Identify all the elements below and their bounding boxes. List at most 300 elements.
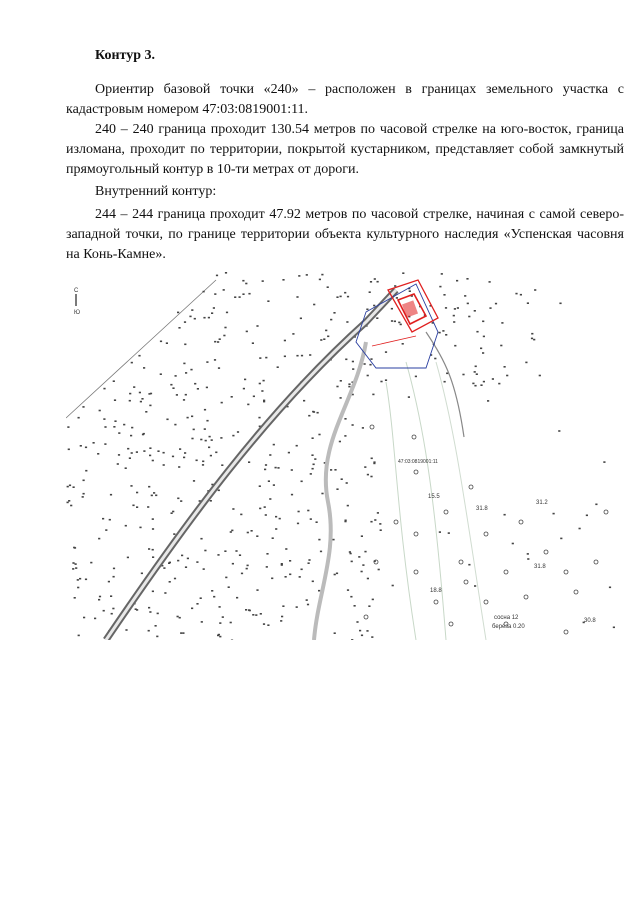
shrub-mark xyxy=(380,381,382,383)
shrub-mark xyxy=(264,506,266,508)
shrub-mark xyxy=(487,400,489,402)
shrub-mark xyxy=(371,458,373,460)
shrub-mark xyxy=(149,447,151,449)
shrub-mark xyxy=(489,281,491,283)
shrub-mark xyxy=(253,396,255,398)
shrub-mark xyxy=(225,272,227,274)
shrub-mark xyxy=(370,521,372,523)
shrub-mark xyxy=(194,383,196,385)
shrub-mark xyxy=(221,402,223,404)
shrub-mark xyxy=(333,312,335,314)
relief-line xyxy=(386,382,416,640)
shrub-mark xyxy=(125,629,127,631)
shrub-mark xyxy=(269,454,271,456)
shrub-mark xyxy=(284,356,286,358)
shrub-mark xyxy=(214,359,216,361)
shrub-mark xyxy=(104,443,106,445)
shrub-mark xyxy=(313,304,315,306)
shrub-mark xyxy=(385,351,387,353)
shrub-mark xyxy=(415,376,417,378)
shrub-mark xyxy=(309,354,311,356)
shrub-mark xyxy=(396,297,398,299)
shrub-mark xyxy=(558,430,560,432)
shrub-mark xyxy=(262,280,264,282)
shrub-mark xyxy=(185,372,187,374)
shrub-mark xyxy=(373,461,375,463)
shrub-mark xyxy=(112,608,114,610)
shrub-mark xyxy=(474,585,476,587)
shrub-mark xyxy=(307,510,309,512)
shrub-mark xyxy=(579,528,581,530)
shrub-mark xyxy=(367,375,369,377)
road xyxy=(106,290,396,640)
shrub-mark xyxy=(285,548,287,550)
shrub-mark xyxy=(308,562,310,564)
shrub-mark xyxy=(339,441,341,443)
shrub-mark xyxy=(180,500,182,502)
shrub-mark xyxy=(206,387,208,389)
shrub-mark xyxy=(323,338,325,340)
shrub-mark xyxy=(284,340,286,342)
shrub-mark xyxy=(251,530,253,532)
shrub-mark xyxy=(179,448,181,450)
shrub-mark xyxy=(236,597,238,599)
shrub-mark xyxy=(69,485,71,487)
height-mark: 31.8 xyxy=(534,564,546,570)
shrub-mark xyxy=(172,511,174,513)
shrub-mark xyxy=(163,464,165,466)
shrub-mark xyxy=(157,450,159,452)
shrub-mark xyxy=(77,579,79,581)
shrub-mark xyxy=(277,366,279,368)
shrub-mark xyxy=(474,310,476,312)
shrub-mark xyxy=(313,411,315,413)
shrub-mark xyxy=(281,564,283,566)
shrub-mark xyxy=(318,539,320,541)
shrub-mark xyxy=(307,604,309,606)
shrub-mark xyxy=(140,401,142,403)
shrub-mark xyxy=(118,432,120,434)
shrub-mark xyxy=(163,567,165,569)
shrub-mark xyxy=(613,627,615,629)
shrub-mark xyxy=(67,426,69,428)
shrub-mark xyxy=(347,505,349,507)
shrub-mark xyxy=(70,505,72,507)
shrub-mark xyxy=(265,514,267,516)
shrub-mark xyxy=(177,312,179,314)
shrub-mark xyxy=(289,574,291,576)
shrub-mark xyxy=(501,322,503,324)
shrub-mark xyxy=(259,485,261,487)
shrub-mark xyxy=(362,427,364,429)
shrub-mark xyxy=(316,521,318,523)
shrub-mark xyxy=(204,550,206,552)
shrub-mark xyxy=(341,478,343,480)
shrub-mark xyxy=(310,518,312,520)
shrub-mark xyxy=(273,484,275,486)
shrub-mark xyxy=(258,417,260,419)
shrub-mark xyxy=(240,514,242,516)
shrub-mark xyxy=(68,500,70,502)
shrub-mark xyxy=(301,569,303,571)
shrub-mark xyxy=(539,375,541,377)
track xyxy=(426,332,464,437)
shrub-mark xyxy=(340,397,342,399)
shrub-mark xyxy=(400,324,402,326)
shrub-mark xyxy=(189,316,191,318)
shrub-mark xyxy=(314,458,316,460)
shrub-mark xyxy=(196,460,198,462)
shrub-mark xyxy=(153,492,155,494)
shrub-mark xyxy=(483,381,485,383)
shrub-mark xyxy=(242,280,244,282)
shrub-mark xyxy=(97,453,99,455)
shrub-mark xyxy=(354,605,356,607)
shrub-mark xyxy=(143,450,145,452)
shrub-mark xyxy=(265,357,267,359)
shrub-mark xyxy=(527,558,529,560)
shrub-mark xyxy=(609,587,611,589)
shrub-mark xyxy=(151,495,153,497)
height-mark: 31.8 xyxy=(476,506,488,512)
shrub-mark xyxy=(127,557,129,559)
shrub-mark xyxy=(380,529,382,531)
shrub-mark xyxy=(349,551,351,553)
shrub-mark xyxy=(374,278,376,280)
shrub-mark xyxy=(177,560,179,562)
shrub-mark xyxy=(372,599,374,601)
shrub-mark xyxy=(191,438,193,440)
shrub-mark xyxy=(193,429,195,431)
shrub-mark xyxy=(394,285,396,287)
shrub-mark xyxy=(141,398,143,400)
shrub-mark xyxy=(111,613,113,615)
shrub-mark xyxy=(259,357,261,359)
shrub-mark xyxy=(370,476,372,478)
parcel-boundary xyxy=(356,284,438,368)
shrub-mark xyxy=(482,352,484,354)
shrub-mark xyxy=(334,632,336,634)
shrub-mark xyxy=(203,317,205,319)
shrub-mark xyxy=(160,373,162,375)
shrub-mark xyxy=(264,469,266,471)
shrub-mark xyxy=(163,452,165,454)
shrub-mark xyxy=(308,415,310,417)
shrub-mark xyxy=(102,518,104,520)
shrub-mark xyxy=(79,578,81,580)
shrub-mark xyxy=(468,564,470,566)
shrub-mark xyxy=(155,625,157,627)
shrub-mark xyxy=(239,296,241,298)
shrub-mark xyxy=(78,417,80,419)
shrub-mark xyxy=(138,355,140,357)
shrub-mark xyxy=(352,424,354,426)
shrub-mark xyxy=(373,305,375,307)
shrub-mark xyxy=(527,553,529,555)
shrub-mark xyxy=(183,363,185,365)
shrub-mark xyxy=(439,286,441,288)
shrub-mark xyxy=(512,543,514,545)
shrub-mark xyxy=(291,494,293,496)
shrub-mark xyxy=(67,486,69,488)
shrub-mark xyxy=(347,296,349,298)
shrub-mark xyxy=(178,327,180,329)
shrub-mark xyxy=(402,343,404,345)
shrub-mark xyxy=(217,341,219,343)
shrub-mark xyxy=(129,393,131,395)
shrub-mark xyxy=(296,606,298,608)
shrub-mark xyxy=(197,388,199,390)
shrub-mark xyxy=(340,296,342,298)
shrub-mark xyxy=(364,551,366,553)
shrub-mark xyxy=(603,461,605,463)
shrub-mark xyxy=(203,291,205,293)
shrub-mark xyxy=(211,312,213,314)
shrub-mark xyxy=(318,434,320,436)
shrub-mark xyxy=(275,528,277,530)
shrub-mark xyxy=(370,358,372,360)
shrub-mark xyxy=(327,286,329,288)
shrub-mark xyxy=(372,394,374,396)
shrub-mark xyxy=(533,339,535,341)
shrub-mark xyxy=(105,529,107,531)
shrub-mark xyxy=(515,293,517,295)
shrub-mark xyxy=(282,279,284,281)
shrub-mark xyxy=(474,385,476,387)
shrub-mark xyxy=(93,442,95,444)
shrub-mark xyxy=(130,485,132,487)
height-mark: 18.8 xyxy=(430,588,442,594)
shrub-mark xyxy=(439,332,441,334)
shrub-mark xyxy=(312,468,314,470)
shrub-mark xyxy=(409,290,411,292)
shrub-mark xyxy=(332,539,334,541)
shrub-mark xyxy=(152,460,154,462)
shrub-mark xyxy=(242,293,244,295)
shrub-mark xyxy=(113,380,115,382)
shrub-mark xyxy=(249,610,251,612)
shrub-mark xyxy=(149,455,151,457)
shrub-mark xyxy=(394,321,396,323)
shrub-mark xyxy=(300,318,302,320)
shrub-mark xyxy=(117,463,119,465)
shrub-mark xyxy=(330,319,332,321)
shrub-mark xyxy=(344,435,346,437)
shrub-mark xyxy=(340,380,342,382)
shrub-mark xyxy=(317,412,319,414)
shrub-mark xyxy=(489,307,491,309)
shrub-mark xyxy=(366,309,368,311)
shrub-mark xyxy=(114,420,116,422)
shrub-mark xyxy=(129,457,131,459)
shrub-mark xyxy=(367,578,369,580)
shrub-mark xyxy=(78,635,80,637)
shrub-mark xyxy=(182,632,184,634)
shrub-mark xyxy=(152,518,154,520)
shrub-mark xyxy=(77,587,79,589)
shrub-mark xyxy=(255,614,257,616)
shrub-mark xyxy=(185,566,187,568)
shrub-mark xyxy=(149,611,151,613)
shrub-mark xyxy=(321,274,323,276)
shrub-mark xyxy=(377,512,379,514)
shrub-mark xyxy=(225,577,227,579)
shrub-mark xyxy=(265,464,267,466)
shrub-mark xyxy=(472,383,474,385)
shrub-mark xyxy=(219,636,221,638)
shrub-mark xyxy=(98,599,100,601)
shrub-mark xyxy=(160,341,162,343)
shrub-mark xyxy=(196,561,198,563)
shrub-mark xyxy=(467,303,469,305)
shrub-mark xyxy=(215,452,217,454)
shrub-mark xyxy=(148,630,150,632)
shrub-mark xyxy=(462,374,464,376)
shrub-mark xyxy=(216,275,218,277)
shrub-area xyxy=(67,272,616,640)
shrub-mark xyxy=(271,578,273,580)
shrub-mark xyxy=(369,291,371,293)
shrub-mark xyxy=(103,388,105,390)
shrub-mark xyxy=(191,309,193,311)
shrub-mark xyxy=(306,274,308,276)
shrub-mark xyxy=(148,548,150,550)
shrub-mark xyxy=(113,568,115,570)
shrub-mark xyxy=(200,597,202,599)
shrub-mark xyxy=(296,355,298,357)
shrub-mark xyxy=(239,554,241,556)
shrub-mark xyxy=(113,426,115,428)
shrub-mark xyxy=(350,596,352,598)
shrub-mark xyxy=(259,508,261,510)
shrub-mark xyxy=(131,427,133,429)
shrub-mark xyxy=(143,367,145,369)
shrub-mark xyxy=(80,445,82,447)
height-mark: 15.5 xyxy=(428,494,440,500)
shrub-mark xyxy=(263,623,265,625)
shrub-mark xyxy=(356,621,358,623)
shrub-mark xyxy=(67,502,69,504)
shrub-mark xyxy=(291,469,293,471)
shrub-mark xyxy=(72,562,74,564)
shrub-mark xyxy=(85,447,87,449)
shrub-mark xyxy=(191,608,193,610)
shrub-mark xyxy=(175,375,177,377)
shrub-mark xyxy=(453,315,455,317)
shrub-mark xyxy=(136,492,138,494)
shrub-mark xyxy=(232,508,234,510)
shrub-mark xyxy=(176,394,178,396)
shrub-mark xyxy=(298,275,300,277)
shrub-mark xyxy=(113,576,115,578)
shrub-mark xyxy=(118,454,120,456)
shrub-mark xyxy=(336,386,338,388)
boundary-line xyxy=(66,280,216,418)
shrub-mark xyxy=(344,418,346,420)
shrub-mark xyxy=(209,436,211,438)
shrub-mark xyxy=(456,280,458,282)
shrub-mark xyxy=(282,605,284,607)
shrub-mark xyxy=(174,578,176,580)
shrub-mark xyxy=(275,516,277,518)
shrub-mark xyxy=(267,300,269,302)
shrub-mark xyxy=(133,386,135,388)
shrub-mark xyxy=(325,330,327,332)
shrub-mark xyxy=(285,576,287,578)
shrub-mark xyxy=(183,399,185,401)
shrub-mark xyxy=(200,538,202,540)
shrub-mark xyxy=(259,383,261,385)
shrub-mark xyxy=(177,498,179,500)
shrub-mark xyxy=(214,293,216,295)
shrub-mark xyxy=(358,556,360,558)
shrub-mark xyxy=(527,302,529,304)
tree-mark: сосна 12 xyxy=(494,615,519,621)
shrub-mark xyxy=(336,296,338,298)
shrub-mark xyxy=(391,308,393,310)
shrub-mark xyxy=(178,466,180,468)
shrub-mark xyxy=(211,590,213,592)
shrub-mark xyxy=(184,344,186,346)
shrub-mark xyxy=(266,553,268,555)
shrub-mark xyxy=(269,498,271,500)
shrub-mark xyxy=(168,562,170,564)
shrub-mark xyxy=(246,331,248,333)
shrub-mark xyxy=(379,523,381,525)
shrub-mark xyxy=(136,506,138,508)
shrub-mark xyxy=(559,303,561,305)
base-point-paragraph: Ориентир базовой точки «240» – расположен в границах земельного участка с кадастровым номером 47:03:0819001:11. xyxy=(66,82,624,117)
shrub-mark xyxy=(180,632,182,634)
shrub-mark xyxy=(226,312,228,314)
shrub-mark xyxy=(99,410,101,412)
shrub-mark xyxy=(247,404,249,406)
shrub-mark xyxy=(82,496,84,498)
shrub-mark xyxy=(504,366,506,368)
shrub-mark xyxy=(303,400,305,402)
dimension-line xyxy=(372,336,416,346)
shrub-mark xyxy=(221,464,223,466)
shrub-mark xyxy=(319,279,321,281)
shrub-mark xyxy=(595,504,597,506)
shrub-mark xyxy=(586,515,588,517)
shrub-mark xyxy=(248,461,250,463)
shrub-mark xyxy=(135,608,137,610)
chapel-building xyxy=(402,300,418,317)
shrub-mark xyxy=(208,447,210,449)
shrub-mark xyxy=(218,367,220,369)
shrub-mark xyxy=(171,512,173,514)
shrub-mark xyxy=(252,614,254,616)
shrub-mark xyxy=(454,308,456,310)
shrub-mark xyxy=(179,617,181,619)
shrub-mark xyxy=(152,549,154,551)
relief-line xyxy=(436,362,486,640)
shrub-mark xyxy=(364,466,366,468)
shrub-mark xyxy=(256,589,258,591)
shrub-mark xyxy=(230,622,232,624)
shrub-mark xyxy=(306,599,308,601)
shrub-mark xyxy=(183,457,185,459)
shrub-mark xyxy=(218,490,220,492)
shrub-mark xyxy=(474,371,476,373)
shrub-mark xyxy=(334,574,336,576)
shrub-mark xyxy=(172,387,174,389)
shrub-mark xyxy=(125,525,127,527)
shrub-mark xyxy=(131,452,133,454)
shrub-mark xyxy=(318,590,320,592)
shrub-mark xyxy=(260,613,262,615)
